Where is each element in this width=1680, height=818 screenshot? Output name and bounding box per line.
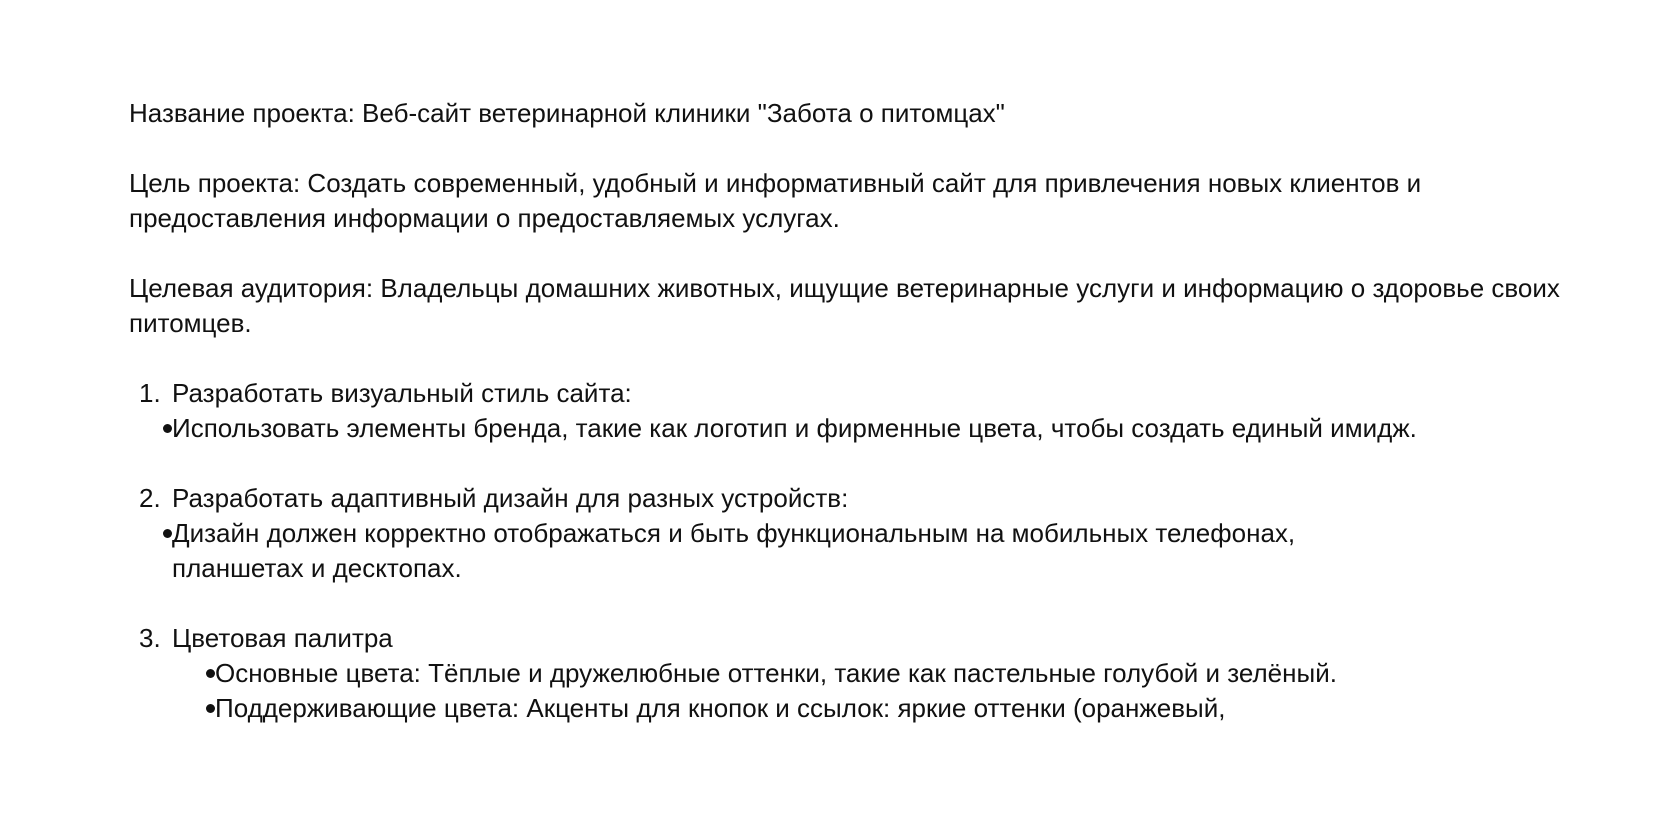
target-audience: Целевая аудитория: Владельцы домашних животных, ищущие ветеринарные услуги и информацию о здоровье своих питомцев. [129,273,1560,338]
list-item-title: Разработать адаптивный дизайн для разных устройств: [172,483,849,513]
list-number: 3. [139,623,161,653]
bullet-text: Дизайн должен корректно отображаться и быть функциональным на мобильных телефонах, планшетах и десктопах. [172,518,1296,583]
sub-bullet-text: Основные цвета: Тёплые и дружелюбные оттенки, такие как пастельные голубой и зелёный. [215,658,1337,688]
list-item-2 [129,481,1579,516]
bullet-icon [129,411,172,446]
list-item-3 [129,621,1579,656]
bullet-text: Использовать элементы бренда, такие как логотип и фирменные цвета, чтобы создать единый имидж. [172,413,1417,443]
list-number: 2. [139,483,161,513]
list-item-title: Разработать визуальный стиль сайта: [172,378,632,408]
sub-bullet-text: Поддерживающие цвета: Акценты для кнопок и ссылок: яркие оттенки (оранжевый, [215,693,1226,723]
sub-list-bullet [172,656,1579,691]
project-name: Название проекта: Веб-сайт ветеринарной клиники "Забота о питомцах" [129,98,1005,128]
document-body [129,96,1579,726]
sub-list-bullet [172,691,1579,726]
bullet-icon [172,656,215,691]
list-bullet [129,411,1579,446]
list-item-title: Цветовая палитра [172,623,393,653]
bullet-icon [129,516,172,551]
project-goal: Цель проекта: Создать современный, удобный и информативный сайт для привлечения новых клиентов и предоставления информации о предоставляемых услугах. [129,168,1422,233]
list-bullet [129,516,1579,586]
list-item-1 [129,376,1579,411]
list-number: 1. [139,378,161,408]
bullet-icon [172,691,215,726]
